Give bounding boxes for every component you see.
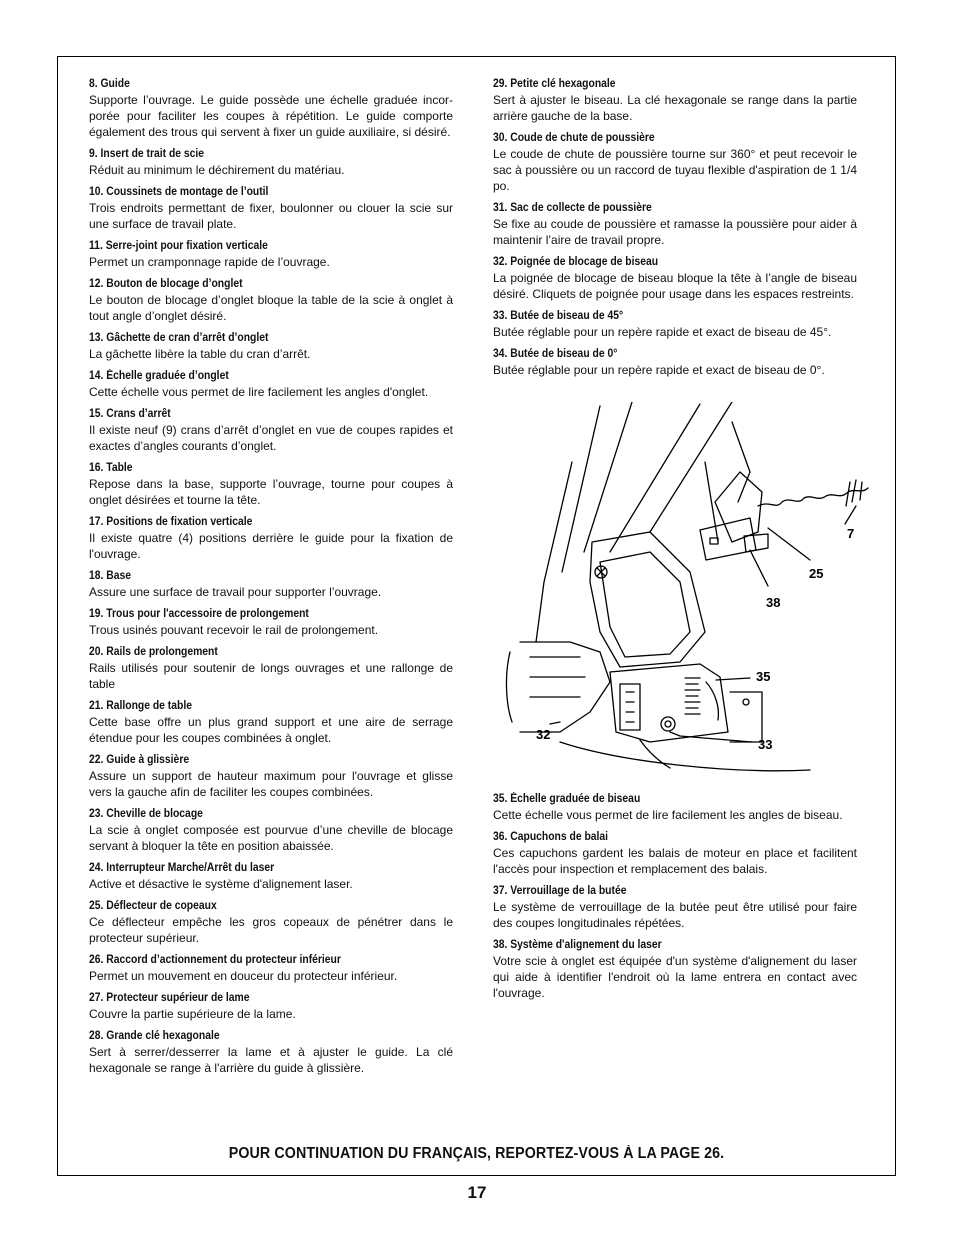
item-body: Supporte l’ouvrage. Le guide possède une échelle graduée incor-porée pour faciliter les coupes à répétition. Le guide comporte également des trous qui servent à fixer un guide auxiliaire, si désiré. — [89, 93, 453, 139]
item-body: Il existe quatre (4) positions derrière le guide pour la fixation de l'ouvrage. — [89, 531, 453, 561]
item-title: 34. Butée de biseau de 0° — [493, 348, 618, 360]
item-title: 38. Système d'alignement du laser — [493, 939, 662, 951]
item-body: Cette base offre un plus grand support et une aire de serrage étendue pour les coupes combinées à onglet. — [89, 715, 453, 745]
item-title: 12. Bouton de blocage d’onglet — [89, 278, 243, 290]
item-title: 17. Positions de fixation verticale — [89, 516, 253, 528]
callout-label: 35 — [756, 669, 771, 684]
item-body: Le bouton de blocage d’onglet bloque la table de la scie à onglet à tout angle d’onglet désiré. — [89, 293, 453, 323]
list-item — [493, 938, 857, 1001]
continuation-note: POUR CONTINUATION DU FRANÇAIS, REPORTEZ-VOUS À LA PAGE 26. — [228, 1145, 725, 1162]
item-title: 15. Crans d’arrêt — [89, 408, 171, 420]
item-title: 24. Interrupteur Marche/Arrêt du laser — [89, 862, 275, 874]
item-body: Permet un mouvement en douceur du protecteur inférieur. — [89, 969, 398, 983]
item-body: La scie à onglet composée est pourvue d’une cheville de blocage servant à bloquer la tête en position abaissée. — [89, 823, 453, 853]
item-body: Assure un support de hauteur maximum pour l'ouvrage et glisse vers la gauche afin de faciliter les coupes combinées. — [89, 769, 453, 799]
item-body: Assure une surface de travail pour supporter l’ouvrage. — [89, 585, 382, 599]
page-number: 17 — [467, 1183, 487, 1202]
item-body: Votre scie à onglet est équipée d'un système d'alignement du laser qui aide à identifier l'endroit où la lame entrera en contact avec l'ouvrage. — [493, 954, 857, 1000]
item-title: 29. Petite clé hexagonale — [493, 78, 616, 90]
right-column-lower — [493, 792, 857, 1008]
item-title: 26. Raccord d’actionnement du protecteur inférieur — [89, 954, 341, 966]
list-item — [89, 1029, 453, 1076]
item-title: 37. Verrouillage de la butée — [493, 885, 627, 897]
item-title: 30. Coude de chute de poussière — [493, 132, 655, 144]
item-title: 16. Table — [89, 462, 133, 474]
list-item — [89, 277, 453, 324]
list-item — [89, 239, 453, 270]
list-item — [493, 347, 857, 378]
list-item — [89, 607, 453, 638]
item-title: 32. Poignée de blocage de biseau — [493, 256, 659, 268]
saw-bevel-diagram — [500, 402, 875, 780]
item-body: Le coude de chute de poussière tourne sur 360° et peut recevoir le sac à poussière ou un raccord de tuyau flexible d'aspiration de 1 1/4 po. — [493, 147, 857, 193]
item-title: 20. Rails de prolongement — [89, 646, 218, 658]
list-item — [89, 407, 453, 454]
list-item — [493, 77, 857, 124]
item-body: Repose dans la base, supporte l’ouvrage, tourne pour coupes à onglet désirées et tourne la tête. — [89, 477, 453, 507]
item-body: Ces capuchons gardent les balais de moteur en place et facilitent l'accès pour inspection et remplacement des balais. — [493, 846, 857, 876]
item-body: Cette échelle vous permet de lire facilement les angles de biseau. — [493, 808, 843, 822]
item-title: 14. Échelle graduée d’onglet — [89, 370, 229, 382]
list-item — [89, 753, 453, 800]
item-body: Ce déflecteur empêche les gros copeaux de pénétrer dans le protecteur supérieur. — [89, 915, 453, 945]
list-item — [89, 185, 453, 232]
item-body: Couvre la partie supérieure de la lame. — [89, 1007, 296, 1021]
item-body: Trous usinés pouvant recevoir le rail de prolongement. — [89, 623, 379, 637]
item-title: 27. Protecteur supérieur de lame — [89, 992, 250, 1004]
item-title: 8. Guide — [89, 78, 130, 90]
list-item — [89, 807, 453, 854]
item-title: 22. Guide à glissière — [89, 754, 190, 766]
list-item — [89, 515, 453, 562]
list-item — [89, 369, 453, 400]
item-title: 35. Échelle graduée de biseau — [493, 793, 641, 805]
item-title: 10. Coussinets de montage de l’outil — [89, 186, 269, 198]
item-title: 19. Trous pour l'accessoire de prolongement — [89, 608, 309, 620]
list-item — [89, 147, 453, 178]
item-body: Butée réglable pour un repère rapide et exact de biseau de 45°. — [493, 325, 832, 339]
item-title: 11. Serre-joint pour fixation verticale — [89, 240, 268, 252]
item-title: 23. Cheville de blocage — [89, 808, 203, 820]
item-body: Il existe neuf (9) crans d’arrêt d’onglet en vue de coupes rapides et exactes d’angles courants d’onglet. — [89, 423, 453, 453]
item-body: Active et désactive le système d'alignement laser. — [89, 877, 353, 891]
item-title: 31. Sac de collecte de poussière — [493, 202, 652, 214]
item-body: Sert à ajuster le biseau. La clé hexagonale se range dans la partie arrière gauche de la base. — [493, 93, 857, 123]
item-title: 9. Insert de trait de scie — [89, 148, 205, 160]
item-title: 28. Grande clé hexagonale — [89, 1030, 220, 1042]
item-body: Trois endroits permettant de fixer, boulonner ou clouer la scie sur une surface de travail plate. — [89, 201, 453, 231]
callout-label: 38 — [766, 595, 781, 610]
list-item — [89, 899, 453, 946]
saw-illustration — [500, 402, 875, 780]
item-body: Butée réglable pour un repère rapide et exact de biseau de 0°. — [493, 363, 825, 377]
item-body: La poignée de blocage de biseau bloque la tête à l’angle de biseau désiré. Cliquets de poignée pour usage dans les espaces restreints. — [493, 271, 857, 301]
list-item — [493, 884, 857, 931]
item-body: Cette échelle vous permet de lire facilement les angles d'onglet. — [89, 385, 429, 399]
list-item — [89, 953, 453, 984]
item-title: 25. Déflecteur de copeaux — [89, 900, 217, 912]
list-item — [89, 331, 453, 362]
list-item — [89, 861, 453, 892]
item-title: 36. Capuchons de balai — [493, 831, 609, 843]
list-item — [493, 309, 857, 340]
item-body: La gâchette libère la table du cran d’arrêt. — [89, 347, 311, 361]
list-item — [493, 255, 857, 302]
list-item — [89, 699, 453, 746]
callout-label: 33 — [758, 737, 773, 752]
item-title: 21. Rallonge de table — [89, 700, 192, 712]
list-item — [89, 569, 453, 600]
item-body: Permet un cramponnage rapide de l’ouvrage. — [89, 255, 330, 269]
list-item — [89, 645, 453, 692]
item-body: Sert à serrer/desserrer la lame et à ajuster le guide. La clé hexagonale se range à l'arrière du guide à glissière. — [89, 1045, 453, 1075]
item-body: Le système de verrouillage de la butée peut être utilisé pour faire des coupes longitudinales répétées. — [493, 900, 857, 930]
item-title: 13. Gâchette de cran d’arrêt d’onglet — [89, 332, 269, 344]
item-body: Réduit au minimum le déchirement du matériau. — [89, 163, 345, 177]
list-item — [493, 131, 857, 194]
item-body: Se fixe au coude de poussière et ramasse la poussière pour aider à maintenir l’aire de travail propre. — [493, 217, 857, 247]
list-item — [89, 461, 453, 508]
list-item — [493, 830, 857, 877]
right-column — [493, 77, 857, 385]
item-body: Rails utilisés pour soutenir de longs ouvrages et une rallonge de table — [89, 661, 453, 691]
callout-label: 7 — [847, 526, 855, 541]
list-item — [493, 792, 857, 823]
item-title: 33. Butée de biseau de 45° — [493, 310, 624, 322]
callout-label: 32 — [536, 727, 551, 742]
left-column — [89, 77, 453, 1083]
list-item — [493, 201, 857, 248]
list-item — [89, 77, 453, 140]
list-item — [89, 991, 453, 1022]
callout-label: 25 — [809, 566, 824, 581]
item-title: 18. Base — [89, 570, 132, 582]
